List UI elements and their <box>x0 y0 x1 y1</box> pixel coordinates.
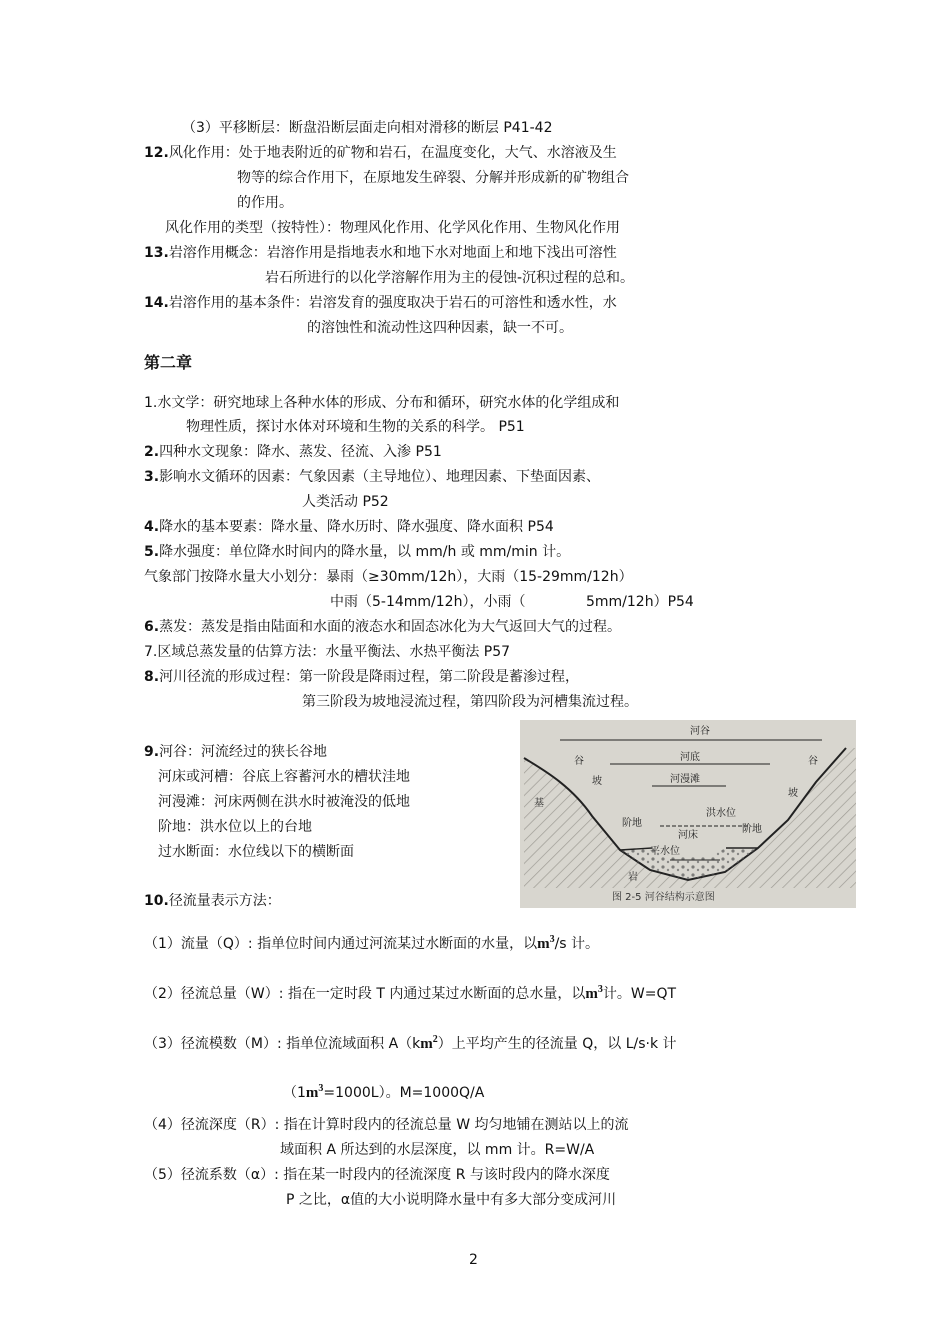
label-slope-right: 坡 <box>788 788 798 799</box>
item-4-number: 4. <box>144 519 160 535</box>
item-9 <box>144 742 327 762</box>
item-3-number: 3. <box>144 469 160 485</box>
runoff-3-conversion <box>283 1079 484 1103</box>
item-2 <box>144 442 442 462</box>
runoff-1-tail: /s 计。 <box>554 936 600 952</box>
item-1-line-1: 1.水文学：研究地球上各种水体的形成、分布和循环，研究水体的化学组成和 <box>144 395 620 411</box>
unit-m: m <box>305 1085 319 1101</box>
item-12-line-1: 风化作用：处于地表附近的矿物和岩石，在温度变化，大气、水溶液及生 <box>168 145 617 161</box>
rain-class-line-1: 气象部门按降水量大小划分：暴雨（≥30mm/12h），大雨（15-29mm/12h） <box>144 569 633 585</box>
runoff-4-line-1: （4）径流深度（R）: 指在计算时段内的径流总量 W 均匀地铺在测站以上的流 <box>144 1117 629 1133</box>
item-14-number: 14. <box>144 295 169 311</box>
unit-exp-3: 3 <box>549 934 555 945</box>
label-bedrock-2: 岩 <box>628 872 638 883</box>
runoff-3-conversion-pre: （1 <box>283 1085 306 1101</box>
item-6-text: 蒸发：蒸发是指由陆面和水面的液态水和固态冰化为大气返回大气的过程。 <box>159 619 622 635</box>
rain-class-line-2-tail: 5mm/12h）P54 <box>586 594 694 610</box>
runoff-3-tail: ）上平均产生的径流量 Q，以 L/s·k 计 <box>437 1036 677 1052</box>
item-10 <box>144 891 281 911</box>
floodplain-definition: 河漫滩：河床两侧在洪水时被淹没的低地 <box>158 794 410 810</box>
runoff-1 <box>144 930 599 954</box>
fault-3-line: （3）平移断层：断盘沿断层面走向相对滑移的断层 P41-42 <box>182 120 553 136</box>
item-2-number: 2. <box>144 444 160 460</box>
item-14-line-2: 的溶蚀性和流动性这四种因素，缺一不可。 <box>307 320 573 336</box>
item-10-text: 径流量表示方法： <box>168 893 281 909</box>
item-5-number: 5. <box>144 544 160 560</box>
weathering-types: 风化作用的类型（按特性）：物理风化作用、化学风化作用、生物风化作用 <box>165 220 620 236</box>
item-3 <box>144 467 600 487</box>
runoff-3 <box>144 1030 677 1054</box>
river-valley-figure <box>520 720 856 908</box>
unit-exp-3: 3 <box>597 984 603 995</box>
item-8-line-1: 河川径流的形成过程：第一阶段是降雨过程，第二阶段是蓄渗过程， <box>159 669 580 685</box>
item-1-line-2: 物理性质，探讨水体对环境和生物的关系的科学。 P51 <box>186 419 525 435</box>
item-13-number: 13. <box>144 245 169 261</box>
item-10-number: 10. <box>144 893 169 909</box>
label-terrace-left: 阶地 <box>622 818 642 829</box>
item-12-line-3: 的作用。 <box>237 195 293 211</box>
river-valley-diagram <box>520 720 856 908</box>
label-terrace-right: 阶地 <box>742 824 762 835</box>
cross-section-definition: 过水断面：水位线以下的横断面 <box>158 844 354 860</box>
unit-m: m <box>420 1036 433 1052</box>
item-14 <box>144 293 617 313</box>
runoff-4-line-2: 域面积 A 所达到的水层深度，以 mm 计。R=W/A <box>280 1142 595 1158</box>
cubic-meter-unit <box>306 1085 324 1101</box>
runoff-2-text: （2）径流总量（W）: 指在一定时段 T 内通过某过水断面的总水量，以 <box>144 986 586 1002</box>
item-13-line-2: 岩石所进行的以化学溶解作用为主的侵蚀-沉积过程的总和。 <box>265 270 635 286</box>
square-meter-unit <box>420 1036 438 1052</box>
label-valley: 河谷 <box>690 726 710 737</box>
unit-m: m <box>585 986 598 1002</box>
item-6 <box>144 617 621 637</box>
item-2-text: 四种水文现象：降水、蒸发、径流、入渗 P51 <box>159 444 442 460</box>
rain-class-line-2: 中雨（5-14mm/12h），小雨（ <box>330 594 526 610</box>
label-floodplain: 河漫滩 <box>670 774 700 785</box>
unit-exp-2: 2 <box>432 1034 438 1045</box>
item-6-number: 6. <box>144 619 160 635</box>
figure-caption: 图 2-5 河谷结构示意图 <box>612 892 715 903</box>
label-slope-left: 坡 <box>592 776 602 787</box>
runoff-3-text: （3）径流模数（M）: 指单位流域面积 A（k <box>144 1036 421 1052</box>
item-8-number: 8. <box>144 669 160 685</box>
item-9-number: 9. <box>144 744 160 760</box>
chapter-2-title: 第二章 <box>144 353 193 372</box>
item-13 <box>144 243 617 263</box>
unit-exp-3: 3 <box>318 1083 324 1094</box>
terrace-definition: 阶地：洪水位以上的台地 <box>158 819 312 835</box>
item-12 <box>144 143 617 163</box>
item-13-line-1: 岩溶作用概念：岩溶作用是指地表水和地下水对地面上和地下浅出可溶性 <box>168 245 617 261</box>
label-bottom: 河底 <box>680 752 700 763</box>
page-number: 2 <box>469 1252 478 1268</box>
label-valley-left: 谷 <box>574 756 584 767</box>
item-4 <box>144 517 554 537</box>
item-8-line-2: 第三阶段为坡地浸流过程，第四阶段为河槽集流过程。 <box>302 694 638 710</box>
runoff-5-line-1: （5）径流系数（α）: 指在某一时段内的径流深度 R 与该时段内的降水深度 <box>144 1167 610 1183</box>
item-12-number: 12. <box>144 145 169 161</box>
item-3-line-1: 影响水文循环的因素：气象因素（主导地位）、地理因素、下垫面因素、 <box>159 469 601 485</box>
item-8 <box>144 667 579 687</box>
runoff-1-text: （1）流量（Q）: 指单位时间内通过河流某过水断面的水量，以 <box>144 936 538 952</box>
item-12-line-2: 物等的综合作用下，在原地发生碎裂、分解并形成新的矿物组合 <box>237 170 629 186</box>
runoff-2-tail: 计。W=QT <box>602 986 677 1002</box>
item-9-text: 河谷：河流经过的狭长谷地 <box>159 744 328 760</box>
label-flood-level: 洪水位 <box>706 808 736 819</box>
runoff-2 <box>144 980 676 1004</box>
item-5 <box>144 542 570 562</box>
item-5-text: 降水强度：单位降水时间内的降水量，以 mm/h 或 mm/min 计。 <box>159 544 571 560</box>
item-14-line-1: 岩溶作用的基本条件：岩溶发育的强度取决于岩石的可溶性和透水性，水 <box>168 295 617 311</box>
label-valley-right: 谷 <box>808 756 818 767</box>
runoff-5-line-2: P 之比，α值的大小说明降水量中有多大部分变成河川 <box>286 1192 617 1208</box>
riverbed-definition: 河床或河槽：谷底上容蓄河水的槽状洼地 <box>158 769 410 785</box>
label-normal-level: 平水位 <box>650 846 680 857</box>
item-7: 7.区域总蒸发量的估算方法：水量平衡法、水热平衡法 P57 <box>144 644 511 660</box>
label-riverbed: 河床 <box>678 830 698 841</box>
cubic-meter-unit <box>537 936 555 952</box>
cubic-meter-unit <box>585 986 603 1002</box>
item-3-line-2: 人类活动 P52 <box>302 494 389 510</box>
item-4-text: 降水的基本要素：降水量、降水历时、降水强度、降水面积 P54 <box>159 519 554 535</box>
label-bedrock-1: 基 <box>534 798 544 809</box>
runoff-3-conversion-post: =1000L）。M=1000Q/A <box>323 1085 485 1101</box>
unit-m: m <box>537 936 550 952</box>
